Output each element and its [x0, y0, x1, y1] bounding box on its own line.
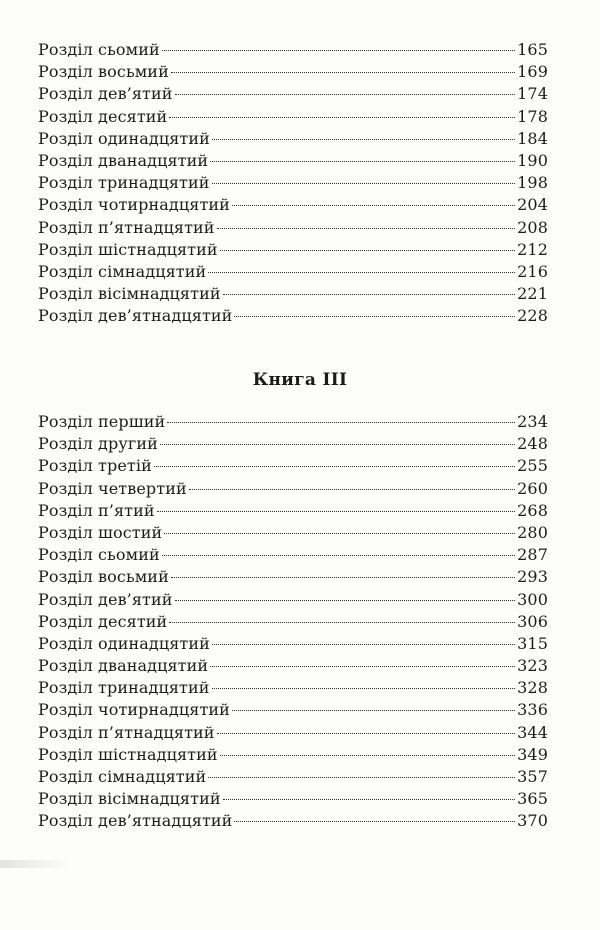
toc-entry-page: 344 [517, 722, 548, 742]
toc-entry[interactable] [38, 500, 548, 522]
dot-leader [157, 511, 515, 512]
toc-entry-page: 208 [517, 217, 548, 237]
toc-entry-label: Розділ п’ятнадцятий [38, 217, 215, 237]
toc-entry[interactable] [38, 150, 548, 172]
toc-entry[interactable] [38, 239, 548, 261]
toc-entry-page: 255 [517, 456, 548, 476]
toc-entry[interactable] [38, 566, 548, 588]
toc-entry-page: 248 [517, 434, 548, 454]
dot-leader [160, 444, 515, 445]
dot-leader [210, 161, 515, 162]
toc-entry[interactable] [38, 478, 548, 500]
dot-leader [189, 489, 515, 490]
toc-entry-page: 234 [517, 412, 548, 431]
dot-leader [234, 316, 515, 317]
toc-entry[interactable] [38, 261, 548, 283]
dot-leader [212, 644, 515, 645]
toc-entry-page: 169 [517, 62, 548, 82]
toc-entry-label: Розділ третій [38, 456, 152, 476]
dot-leader [223, 294, 516, 295]
toc-entry[interactable] [38, 722, 548, 744]
toc-entry-label: Розділ дев’ятнадцятий [38, 306, 233, 326]
dot-leader [167, 422, 515, 423]
toc-entry[interactable] [38, 39, 548, 61]
dot-leader [223, 799, 516, 800]
toc-entry-page: 357 [517, 767, 548, 786]
toc-entry[interactable] [38, 677, 548, 699]
toc-entry[interactable] [38, 544, 548, 566]
toc-entry-page: 221 [517, 284, 548, 304]
dot-leader [208, 272, 515, 273]
toc-entry-label: Розділ дев’ятнадцятий [38, 811, 233, 831]
toc-entry-page: 328 [517, 678, 548, 698]
dot-leader [212, 688, 516, 689]
toc-entry-label: Розділ чотирнадцятий [38, 700, 230, 720]
toc-entry[interactable] [38, 217, 548, 239]
toc-entry[interactable] [38, 611, 548, 633]
toc-entry[interactable] [38, 744, 548, 766]
dot-leader [232, 205, 515, 206]
toc-entry[interactable] [38, 283, 548, 305]
toc-entry[interactable] [38, 106, 548, 128]
toc-entry-page: 260 [517, 478, 548, 498]
toc-entry-label: Розділ четвертий [38, 478, 187, 498]
toc-entry-label: Розділ тринадцятий [38, 173, 210, 193]
dot-leader [210, 666, 515, 667]
dot-leader [154, 466, 515, 467]
toc-entry-page: 280 [517, 522, 548, 542]
toc-entry-label: Розділ десятий [38, 611, 168, 631]
toc-entry-label: Розділ сьомий [38, 545, 160, 565]
dot-leader [220, 250, 515, 251]
toc-entry-page: 370 [517, 811, 548, 831]
toc-entry[interactable] [38, 522, 548, 544]
dot-leader [164, 533, 515, 534]
toc-entry[interactable] [38, 172, 548, 194]
dot-leader [212, 183, 516, 184]
toc-entry-label: Розділ чотирнадцятий [38, 195, 230, 215]
toc-entry[interactable] [38, 411, 548, 433]
dot-leader [208, 777, 515, 778]
dot-leader [232, 710, 515, 711]
dot-leader [175, 600, 516, 601]
toc-entry-page: 268 [517, 500, 548, 520]
dot-leader [220, 755, 515, 756]
dot-leader [171, 72, 515, 73]
toc-entry[interactable] [38, 61, 548, 83]
dot-leader [162, 50, 515, 51]
toc-entry-label: Розділ дванадцятий [38, 150, 209, 170]
toc-entry-label: Розділ другий [38, 434, 158, 454]
dot-leader [171, 577, 515, 578]
toc-entry[interactable] [38, 128, 548, 150]
toc-entry[interactable] [38, 810, 548, 832]
toc-entry-page: 228 [517, 306, 548, 326]
toc-entry-label: Розділ шостий [38, 522, 163, 542]
toc-entry-page: 184 [517, 128, 548, 148]
toc-entry-label: Розділ одинадцятий [38, 633, 210, 653]
toc-entry[interactable] [38, 194, 548, 216]
toc-entry-page: 306 [517, 611, 548, 631]
toc-entry-label: Розділ дванадцятий [38, 656, 209, 676]
toc-entry[interactable] [38, 788, 548, 810]
toc-entry-label: Розділ вісімнадцятий [38, 789, 221, 809]
dot-leader [169, 622, 515, 623]
toc-entry-page: 336 [517, 700, 548, 720]
scan-smudge [0, 860, 70, 868]
toc-entry-label: Розділ восьмий [38, 567, 169, 587]
toc-entry-page: 178 [517, 106, 548, 126]
toc-entry-page: 165 [517, 40, 548, 59]
toc-entry-label: Розділ п’ятий [38, 500, 155, 520]
toc-entry-page: 287 [517, 545, 548, 565]
dot-leader [217, 733, 516, 734]
toc-entry[interactable] [38, 699, 548, 721]
toc-entry[interactable] [38, 766, 548, 788]
toc-entry-page: 315 [517, 633, 548, 653]
toc-entry-page: 349 [517, 744, 548, 764]
toc-entry[interactable] [38, 633, 548, 655]
toc-entry-label: Розділ шістнадцятий [38, 744, 218, 764]
toc-entry-page: 323 [517, 656, 548, 676]
dot-leader [162, 555, 515, 556]
toc-entry[interactable] [38, 83, 548, 105]
toc-entry-label: Розділ сімнадцятий [38, 767, 207, 786]
toc-entry-label: Розділ перший [38, 412, 166, 431]
toc-entry-label: Розділ дев’ятий [38, 589, 173, 609]
toc-entry-label: Розділ восьмий [38, 62, 169, 82]
toc-entry-label: Розділ одинадцятий [38, 128, 210, 148]
toc-entry-label: Розділ тринадцятий [38, 678, 210, 698]
toc-entry[interactable] [38, 433, 548, 455]
toc-entry-page: 300 [517, 589, 548, 609]
dot-leader [169, 117, 515, 118]
dot-leader [234, 821, 515, 822]
toc-entry[interactable] [38, 655, 548, 677]
toc-entry-label: Розділ сімнадцятий [38, 261, 207, 281]
toc-entry[interactable] [38, 589, 548, 611]
toc-entry-page: 198 [517, 173, 548, 193]
toc-entry-page: 174 [517, 84, 548, 104]
toc-entry-page: 212 [517, 239, 548, 259]
toc-entry-label: Розділ десятий [38, 106, 168, 126]
toc-entry-page: 204 [517, 195, 548, 215]
book-heading: Книга III [252, 370, 348, 390]
toc-entry[interactable] [38, 455, 548, 477]
toc-list-continued [38, 39, 548, 327]
toc-entry[interactable] [38, 305, 548, 327]
dot-leader [212, 139, 515, 140]
toc-entry-label: Розділ шістнадцятий [38, 239, 218, 259]
toc-list-book-3 [38, 411, 548, 833]
toc-entry-label: Розділ вісімнадцятий [38, 284, 221, 304]
toc-entry-label: Розділ п’ятнадцятий [38, 722, 215, 742]
dot-leader [217, 228, 516, 229]
toc-entry-page: 365 [517, 789, 548, 809]
toc-entry-page: 293 [517, 567, 548, 587]
toc-entry-label: Розділ дев’ятий [38, 84, 173, 104]
toc-entry-label: Розділ сьомий [38, 40, 160, 59]
toc-entry-page: 190 [517, 150, 548, 170]
dot-leader [175, 94, 516, 95]
toc-entry-page: 216 [517, 261, 548, 281]
